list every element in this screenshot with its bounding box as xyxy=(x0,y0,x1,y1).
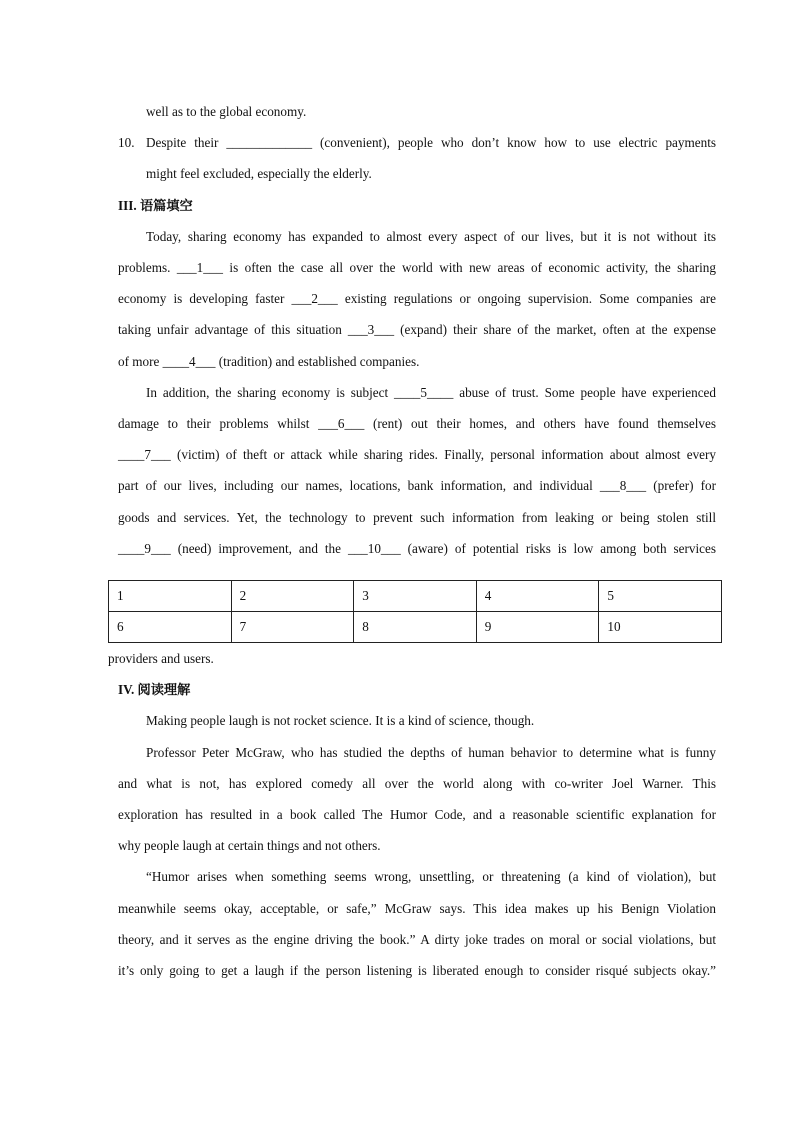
paragraph-s4-1: Making people laugh is not rocket science. It is a kind of science, though. xyxy=(146,713,535,729)
answer-table xyxy=(108,580,722,643)
text-line: theory, and it serves as the engine driving the book.” A dirty joke trades on moral or social violations, but xyxy=(118,931,716,947)
section-heading-3: III. 语篇填空 xyxy=(118,197,193,213)
text-line: and what is not, has explored comedy all over the world along with co-writer Joel Warner. This xyxy=(118,775,716,791)
answer-cell[interactable]: 10 xyxy=(599,612,722,643)
answer-cell[interactable]: 7 xyxy=(231,612,354,643)
answer-cell[interactable]: 2 xyxy=(231,581,354,612)
text-line: it’s only going to get a laugh if the person listening is liberated enough to consider risqué subjects okay.” xyxy=(118,963,716,979)
text-line: meanwhile seems okay, acceptable, or safe,” McGraw says. This idea makes up his Benign Violation xyxy=(118,900,716,916)
text-line: Professor Peter McGraw, who has studied the depths of human behavior to determine what is funny xyxy=(146,744,716,760)
paragraph-s4-2 xyxy=(118,737,716,862)
answer-cell[interactable]: 3 xyxy=(354,581,477,612)
text-line: ____7___ (victim) of theft or attack while sharing rides. Finally, personal information about almost every xyxy=(118,447,716,463)
text-line: providers and users. xyxy=(108,651,214,667)
paragraph-s4-3 xyxy=(118,861,716,986)
text-line: “Humor arises when something seems wrong, unsettling, or threatening (a kind of violation), but xyxy=(146,869,716,885)
answer-cell[interactable]: 5 xyxy=(599,581,722,612)
paragraph-s3-1 xyxy=(118,221,716,377)
text-line: of more ____4___ (tradition) and established companies. xyxy=(118,353,420,369)
answer-cell[interactable]: 8 xyxy=(354,612,477,643)
answer-cell[interactable]: 4 xyxy=(476,581,599,612)
text-line: goods and services. Yet, the technology to prevent such information from leaking or being stolen still xyxy=(118,509,716,525)
text-line: why people laugh at certain things and not others. xyxy=(118,838,381,854)
section-heading-4: IV. 阅读理解 xyxy=(118,682,191,698)
text-line: might feel excluded, especially the elderly. xyxy=(146,166,372,182)
text-line: taking unfair advantage of this situation ___3___ (expand) their share of the market, often at the expense xyxy=(118,322,716,338)
answer-cell[interactable]: 1 xyxy=(109,581,232,612)
text-line: ____9___ (need) improvement, and the ___10___ (aware) of potential risks is low among both services xyxy=(118,540,716,556)
question-number: 10. xyxy=(118,135,135,151)
table-row xyxy=(109,581,722,612)
table-row xyxy=(109,612,722,643)
question-10 xyxy=(118,127,716,189)
text-line: economy is developing faster ___2___ existing regulations or ongoing supervision. Some companies are xyxy=(118,291,716,307)
text-line: part of our lives, including our names, locations, bank information, and individual ___8___ (prefer) for xyxy=(118,478,716,494)
text-line: well as to the global economy. xyxy=(146,104,307,119)
text-line: problems. ___1___ is often the case all over the world with new areas of economic activity, the sharing xyxy=(118,260,716,276)
text-line: Today, sharing economy has expanded to almost every aspect of our lives, but it is not without its xyxy=(146,228,716,244)
answer-cell[interactable]: 9 xyxy=(476,612,599,643)
text-line: damage to their problems whilst ___6___ (rent) out their homes, and others have found themselves xyxy=(118,416,716,432)
document-page xyxy=(108,96,716,986)
text-line: Despite their _____________ (convenient), people who don’t know how to use electric payments xyxy=(146,135,716,151)
paragraph-s3-2 xyxy=(118,377,716,564)
text-line: In addition, the sharing economy is subject ____5____ abuse of trust. Some people have experienced xyxy=(146,384,716,400)
text-line: exploration has resulted in a book called The Humor Code, and a reasonable scientific explanation for xyxy=(118,807,716,823)
answer-cell[interactable]: 6 xyxy=(109,612,232,643)
